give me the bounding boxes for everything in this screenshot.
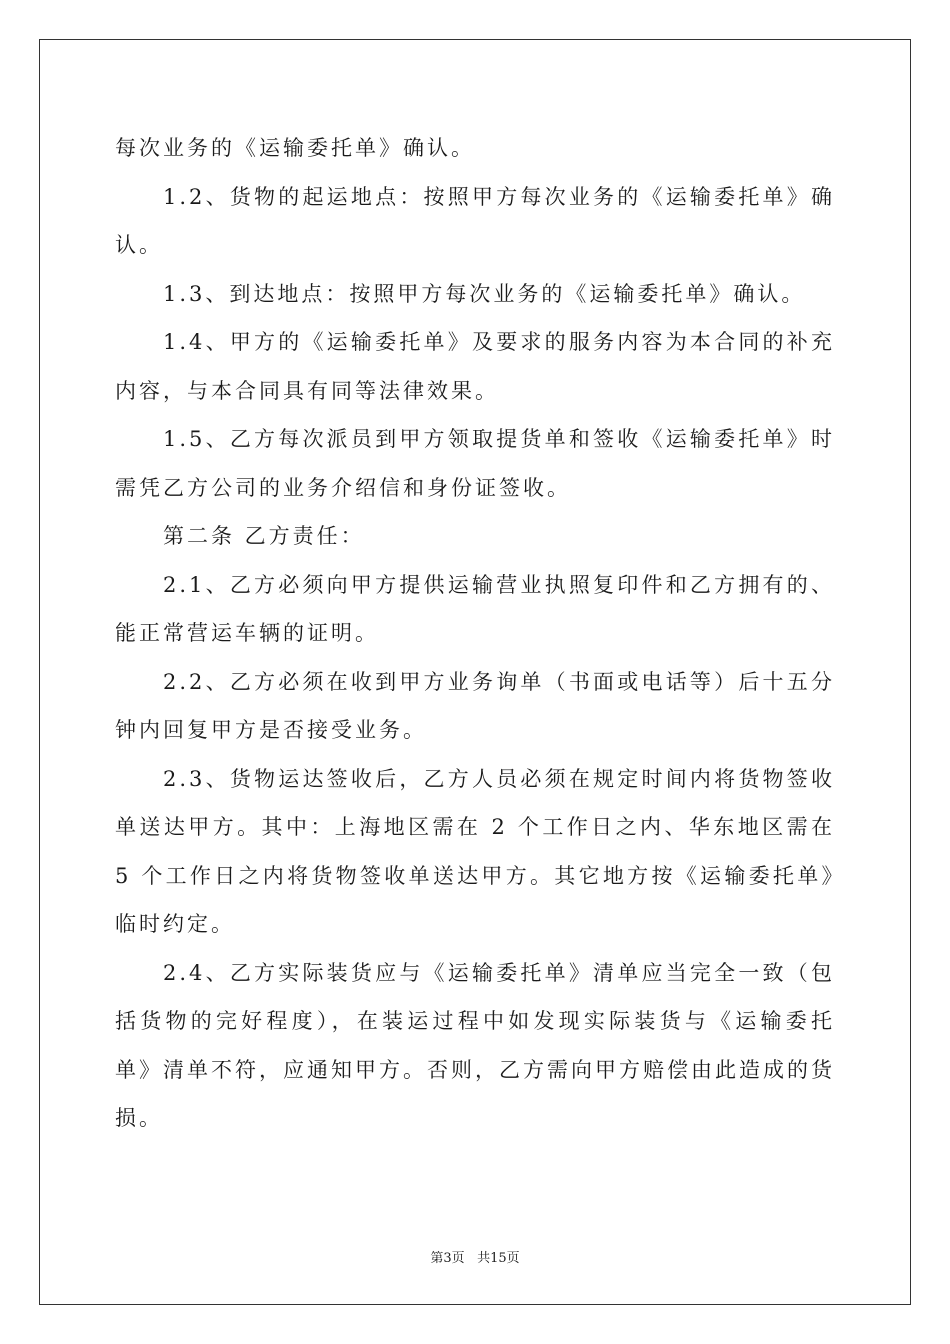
paragraph-1-3: 1.3、到达地点：按照甲方每次业务的《运输委托单》确认。	[163, 281, 806, 306]
paragraph-2-3: 2.3、货物运达签收后，乙方人员必须在规定时间内将货物签收单送达甲方。其中：上海地区需在 2 个工作日之内、华东地区需在 5 个工作日之内将货物签收单送达甲方。其它地方按《运输委托单》临时约定。	[115, 766, 835, 936]
paragraph-2-1: 2.1、乙方必须向甲方提供运输营业执照复印件和乙方拥有的、能正常营运车辆的证明。	[115, 572, 835, 645]
paragraph-1-2: 1.2、货物的起运地点：按照甲方每次业务的《运输委托单》确认。	[115, 184, 835, 257]
paragraph-2-2: 2.2、乙方必须在收到甲方业务询单（书面或电话等）后十五分钟内回复甲方是否接受业务。	[115, 669, 835, 742]
page-footer	[0, 1247, 950, 1266]
total-pages: 共15页	[477, 1251, 520, 1266]
document-body	[115, 124, 835, 1143]
paragraph-2-4: 2.4、乙方实际装货应与《运输委托单》清单应当完全一致（包括货物的完好程度），在装运过程中如发现实际装货与《运输委托单》清单不符，应通知甲方。否则，乙方需向甲方赔偿由此造成的货损。	[115, 960, 835, 1130]
page-number: 第3页	[430, 1251, 465, 1266]
paragraph-1-4: 1.4、甲方的《运输委托单》及要求的服务内容为本合同的补充内容，与本合同具有同等法律效果。	[115, 330, 835, 403]
paragraph-continuation: 每次业务的《运输委托单》确认。	[115, 136, 475, 160]
section-heading-article-2: 第二条 乙方责任：	[163, 524, 365, 548]
paragraph-1-5: 1.5、乙方每次派员到甲方领取提货单和签收《运输委托单》时需凭乙方公司的业务介绍信和身份证签收。	[115, 427, 835, 500]
